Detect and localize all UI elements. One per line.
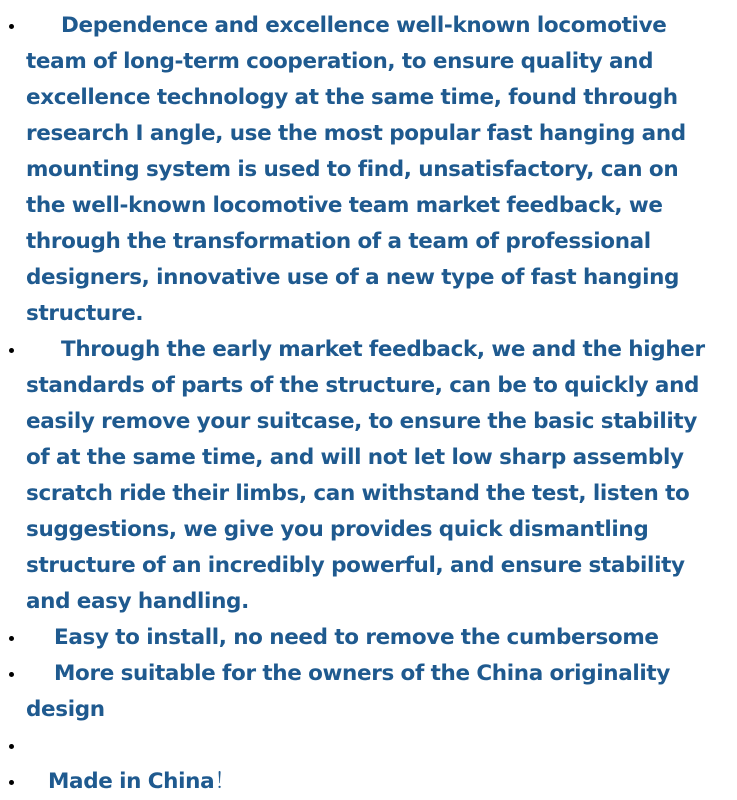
bullet-icon — [9, 24, 14, 29]
product-description — [0, 8, 737, 800]
list-item — [0, 8, 737, 332]
list-item-text: Easy to install, no need to remove the cumbersome — [54, 625, 659, 650]
bullet-icon — [9, 672, 14, 677]
feature-list — [0, 8, 737, 800]
list-item-text: Dependence and excellence well-known locomotive team of long-term cooperation, to ensure quality and excellence technology at the same time, found through research I angle, use the most popular fast hanging and mounting system is used to find, unsatisfactory, can on the well-known locomotive team market feedback, we through the transformation of a team of professional designers, innovative use of a new type of fast hanging structure. — [26, 13, 686, 326]
list-item-empty — [0, 728, 737, 764]
list-item — [0, 764, 737, 800]
bullet-icon — [9, 744, 14, 749]
list-item-text: Made in China — [48, 769, 215, 794]
list-item — [0, 620, 737, 656]
bullet-icon — [9, 780, 14, 785]
list-item-text: Through the early market feedback, we and the higher standards of parts of the structure, can be to quickly and easily remove your suitcase, to ensure the basic stability of at the same time, and will not let low sharp assembly scratch ride their limbs, can withstand the test, listen to suggestions, we give you provides quick dismantling structure of an incredibly powerful, and ensure stability and easy handling. — [26, 337, 705, 614]
list-item-suffix: ！ — [214, 769, 236, 794]
list-item — [0, 332, 737, 620]
list-item-text: More suitable for the owners of the China originality design — [26, 661, 671, 722]
bullet-icon — [9, 636, 14, 641]
bullet-icon — [9, 348, 14, 353]
list-item — [0, 656, 737, 728]
